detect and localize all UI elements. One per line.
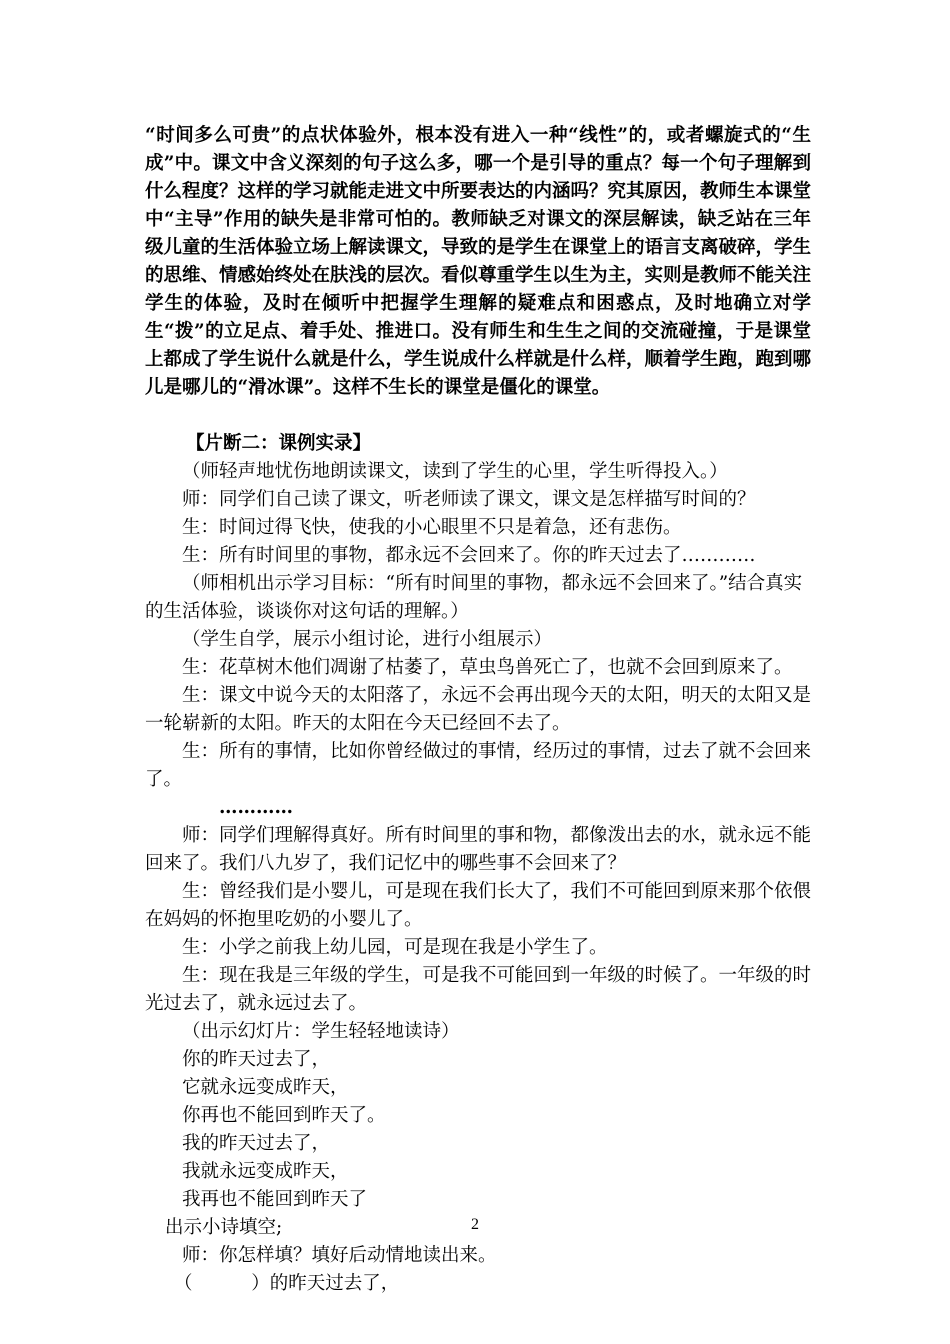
transcript-line: 生：时间过得飞快，使我的小心眼里不只是着急，还有悲伤。 bbox=[182, 517, 682, 538]
transcript-line: （出示幻灯片：学生轻轻地读诗） bbox=[182, 1021, 460, 1042]
transcript-line: 生：曾经我们是小婴儿，可是现在我们长大了，我们不可能回到原来那个依偎在妈妈的怀抱里吃奶的小婴儿了。 bbox=[145, 881, 812, 930]
ellipsis-line: ………… bbox=[219, 797, 293, 818]
fill-blank-line: （ ）的昨天过去了， bbox=[174, 1273, 400, 1294]
poem-line: 你再也不能回到昨天了。 bbox=[182, 1105, 386, 1126]
document-body bbox=[145, 122, 811, 1298]
poem-line: 你的昨天过去了， bbox=[182, 1049, 331, 1070]
transcript-line: （师轻声地忧伤地朗读课文，读到了学生的心里，学生听得投入。） bbox=[182, 461, 728, 482]
paragraph-gap bbox=[145, 402, 811, 430]
poem-line: 我的昨天过去了， bbox=[182, 1133, 331, 1154]
poem-line: 我再也不能回到昨天了 bbox=[182, 1189, 368, 1210]
poem-line: 我就永远变成昨天， bbox=[182, 1161, 349, 1182]
transcript-line: 生：花草树木他们凋谢了枯萎了，草虫鸟兽死亡了，也就不会回到原来了。 bbox=[182, 657, 793, 678]
transcript-line: 师：同学们理解得真好。所有时间里的事和物，都像泼出去的水，就永远不能回来了。我们八九岁了，我们记忆中的哪些事不会回来了？ bbox=[145, 825, 812, 874]
transcript-line: 生：所有的事情，比如你曾经做过的事情，经历过的事情，过去了就不会回来了。 bbox=[145, 741, 812, 790]
transcript-line: 生：所有时间里的事物，都永远不会回来了。你的昨天过去了………… bbox=[182, 545, 756, 566]
transcript-line: 生：小学之前我上幼儿园，可是现在我是小学生了。 bbox=[182, 937, 608, 958]
poem-line: 它就永远变成昨天， bbox=[182, 1077, 349, 1098]
transcript-line: 生：现在我是三年级的学生，可是我不可能回到一年级的时候了。一年级的时光过去了，就永远过去了。 bbox=[145, 965, 812, 1014]
section-heading: 【片断二：课例实录】 bbox=[186, 433, 372, 454]
transcript-line: 出示小诗填空; bbox=[165, 1217, 283, 1238]
page-number: 2 bbox=[471, 1216, 479, 1233]
transcript-line: （师相机出示学习目标：“所有时间里的事物，都永远不会回来了。”结合真实的生活体验，谈谈你对这句话的理解。） bbox=[145, 573, 803, 622]
transcript-line: （学生自学，展示小组讨论，进行小组展示） bbox=[182, 629, 553, 650]
intro-paragraph: “时间多么可贵”的点状体验外，根本没有进入一种“线性”的，或者螺旋式的“生成”中。课文中含义深刻的句子这么多，哪一个是引导的重点？每一个句子理解到什么程度？这样的学习就能走进文中所要表达的内涵吗？究其原因，教师生本课堂中“主导”作用的缺失是非常可怕的。教师缺乏对课文的深层解读，缺乏站在三年级儿童的生活体验立场上解读课文，导致的是学生在课堂上的语言支离破碎，学生的思维、情感始终处在肤浅的层次。看似尊重学生以生为主，实则是教师不能关注学生的体验，及时在倾听中把握学生理解的疑难点和困惑点，及时地确立对学生“拨”的立足点、着手处、推进口。没有师生和生生之间的交流碰撞，于是课堂上都成了学生说什么就是什么，学生说成什么样就是什么样，顺着学生跑，跑到哪儿是哪儿的“滑冰课”。这样不生长的课堂是僵化的课堂。 bbox=[145, 125, 812, 398]
transcript-line: 师：你怎样填？填好后动情地读出来。 bbox=[182, 1245, 497, 1266]
transcript-line: 师：同学们自己读了课文，听老师读了课文，课文是怎样描写时间的？ bbox=[182, 489, 756, 510]
transcript-line: 生：课文中说今天的太阳落了，永远不会再出现今天的太阳，明天的太阳又是一轮崭新的太阳。昨天的太阳在今天已经回不去了。 bbox=[145, 685, 812, 734]
